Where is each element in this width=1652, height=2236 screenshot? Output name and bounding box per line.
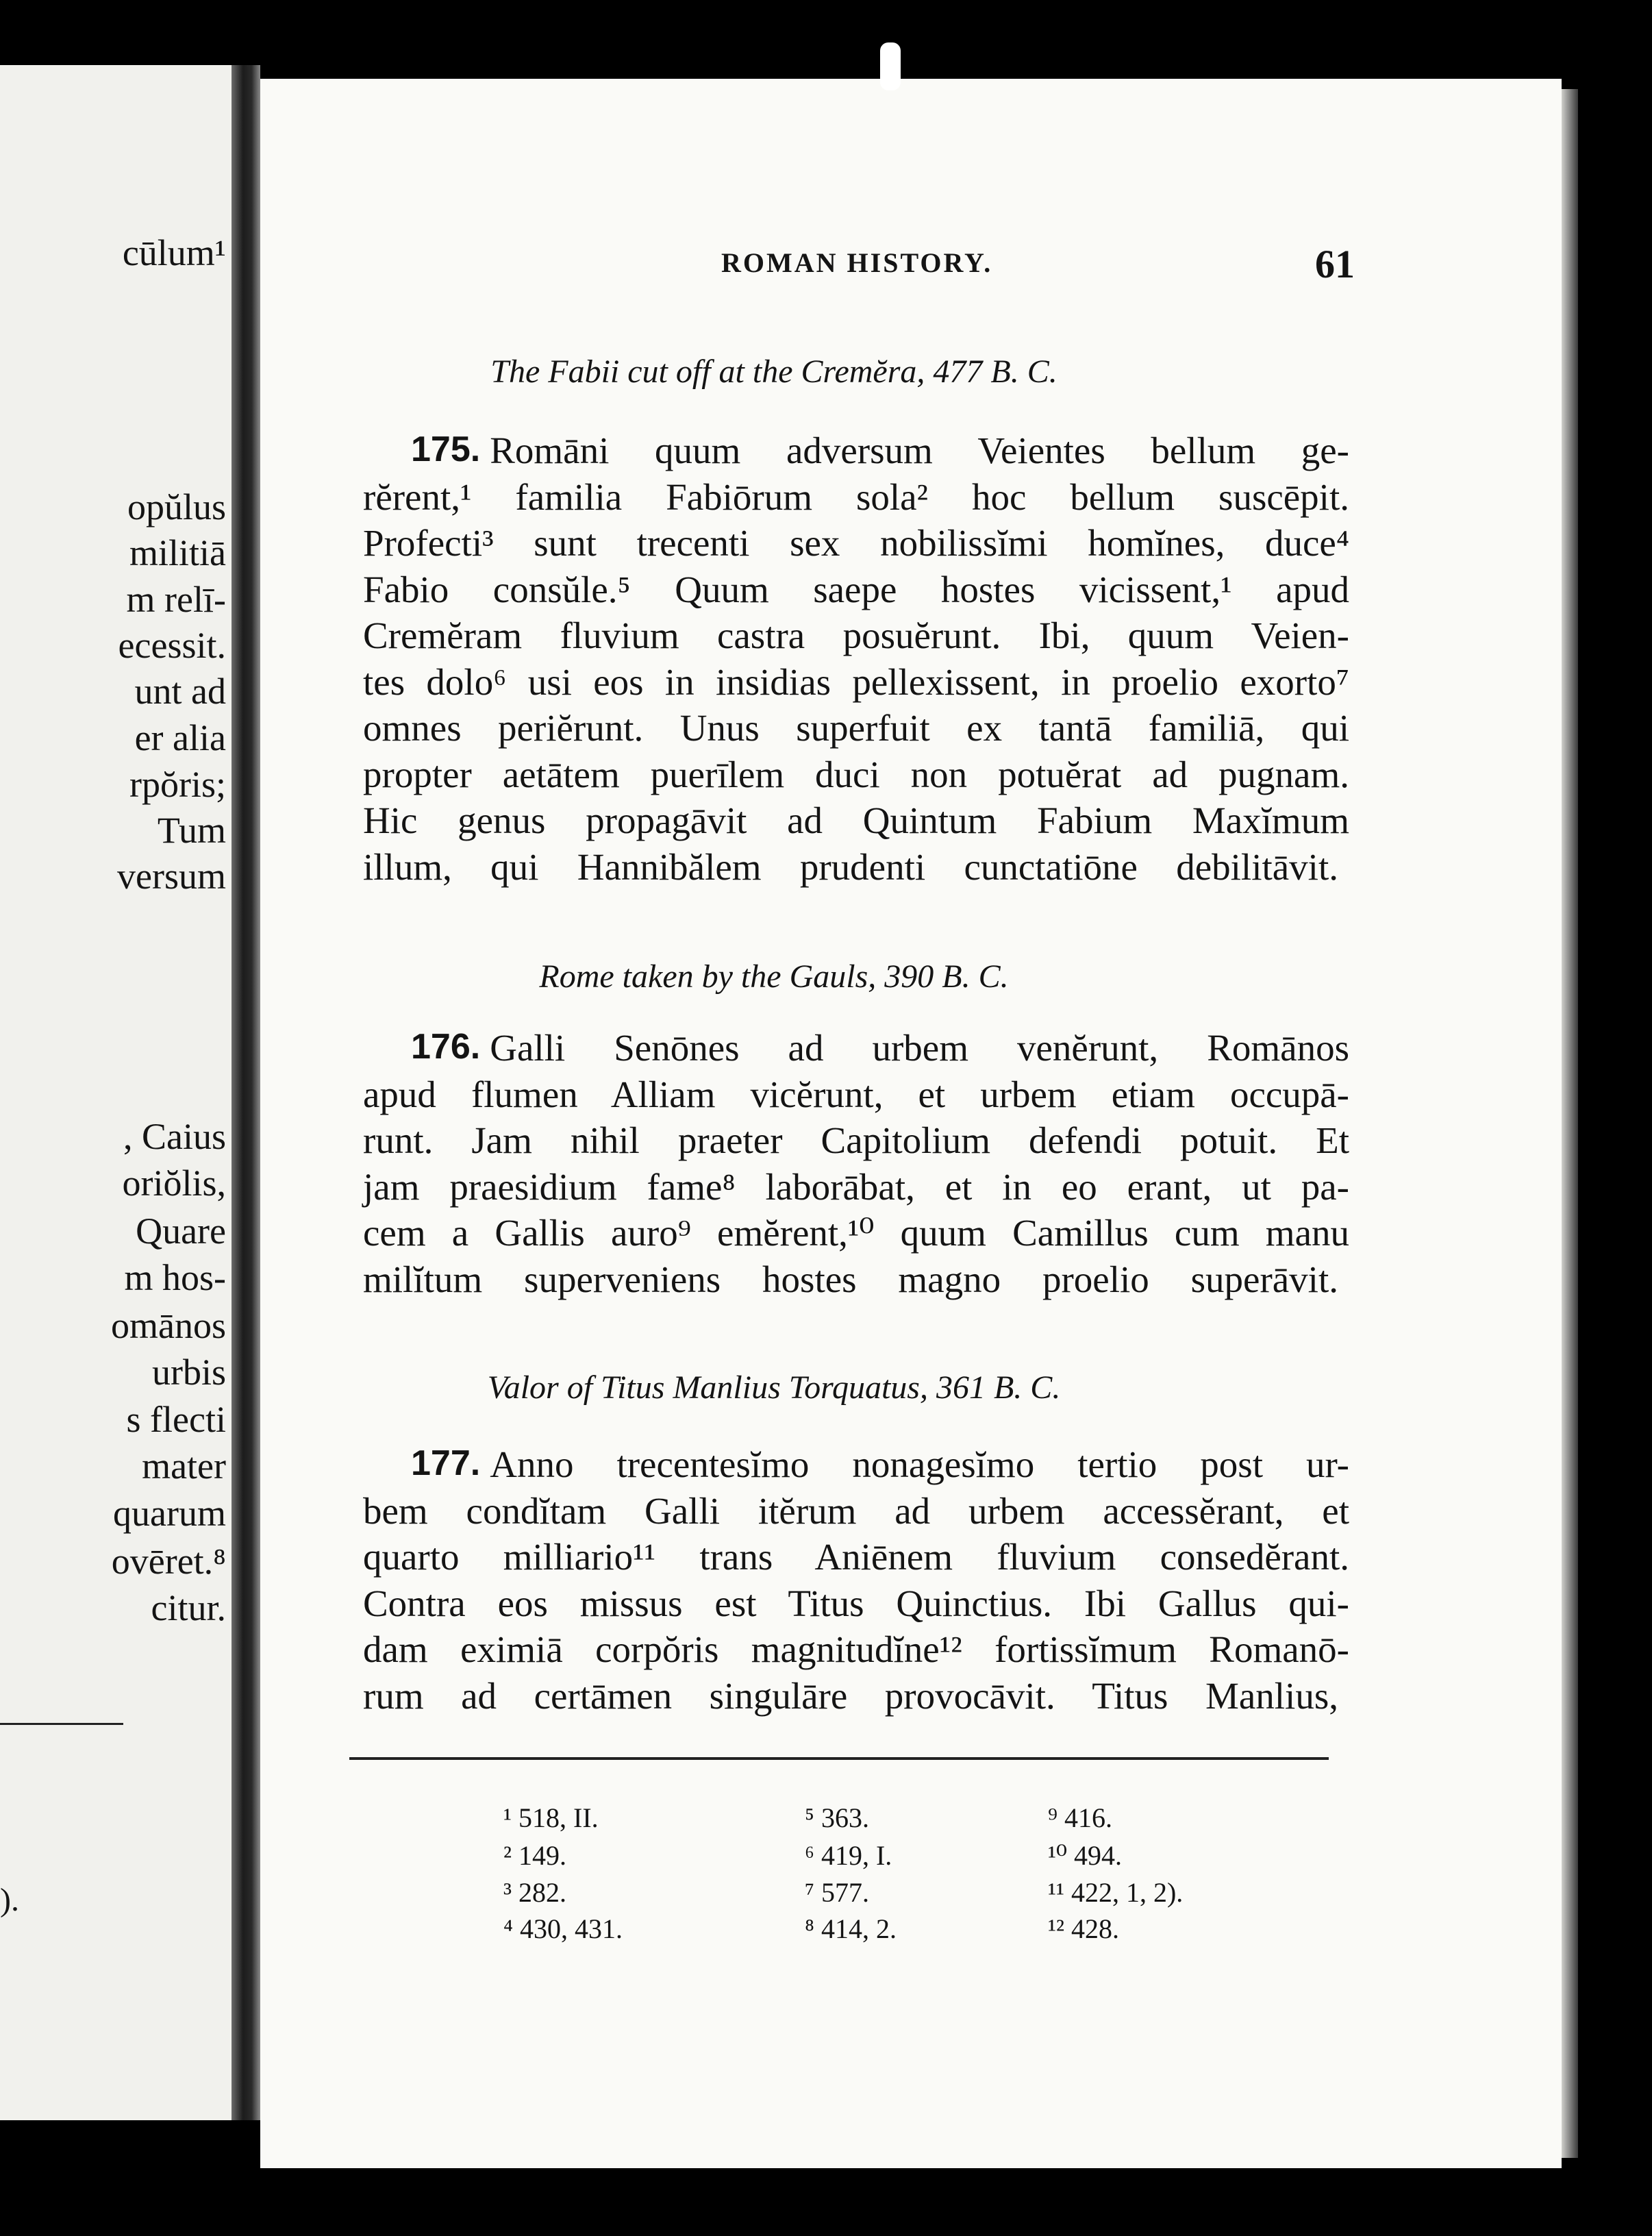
paragraph-line: [363, 1674, 1349, 1717]
paragraph-line: [363, 1489, 1349, 1532]
paragraph-number: 177.: [411, 1443, 481, 1483]
paragraph-line: [411, 1029, 1349, 1067]
line-text: cem a Gallis auro⁹ emĕrent,¹⁰ quum Camillus cum manu: [363, 1212, 1349, 1254]
line-text: apud flumen Alliam vicĕrunt, et urbem etiam occupā-: [363, 1073, 1349, 1115]
facing-page-line: militiā: [129, 532, 226, 573]
line-text: Fabio consŭle.⁵ Quum saepe hostes vicissent,¹ apud: [363, 568, 1349, 610]
line-text: omnes periĕrunt. Unus superfuit ex tantā familiā, qui: [363, 707, 1349, 749]
line-text: Romāni quum adversum Veientes bellum ge-: [490, 430, 1349, 471]
footnote: ³ 282.: [503, 1877, 566, 1908]
facing-page-line: mater: [142, 1445, 226, 1487]
facing-page-line: urbis: [152, 1352, 226, 1393]
paragraph-line: [363, 660, 1349, 703]
line-text: Cremĕram fluvium castra posuĕrunt. Ibi, quum Veien-: [363, 614, 1349, 656]
facing-page-line: versum: [117, 856, 226, 897]
paragraph-line: [363, 568, 1349, 610]
footnote: ⁶ 419, I.: [805, 1840, 892, 1871]
footnote: ¹ 518, II.: [503, 1802, 599, 1833]
facing-page-line: quarum: [113, 1493, 226, 1534]
paragraph-line: [363, 1582, 1349, 1624]
facing-page-line: cūlum¹: [122, 232, 226, 273]
page-number: 61: [1315, 242, 1355, 286]
line-text: rĕrent,¹ familia Fabiōrum sola² hoc bellum suscēpit.: [363, 475, 1349, 518]
facing-page-line: Quare: [136, 1210, 226, 1252]
line-text: Galli Senōnes ad urbem venĕrunt, Romānos: [490, 1027, 1349, 1069]
facing-page-line: m relī-: [126, 579, 226, 620]
section-heading: The Fabii cut off at the Cremĕra, 477 B. C.: [490, 353, 1057, 390]
paragraph-line: [363, 524, 1349, 562]
line-text: rum ad certāmen singulāre provocāvit. Titus Manlius,: [363, 1674, 1338, 1717]
paragraph-line: [363, 709, 1349, 747]
footnote: ² 149.: [503, 1840, 566, 1871]
paragraph-line: [363, 845, 1349, 888]
facing-page-line: s flecti: [126, 1399, 226, 1440]
footnote-rule: [349, 1757, 1329, 1760]
footnote: ⁷ 577.: [805, 1877, 869, 1908]
facing-page-line: ovēret.⁸: [111, 1541, 226, 1582]
facing-page-line: oriŏlis,: [122, 1163, 226, 1204]
facing-page-line: m hos-: [124, 1257, 226, 1298]
section-heading: Valor of Titus Manlius Torquatus, 361 B. C.: [487, 1369, 1061, 1406]
scan-smudge: [880, 42, 901, 90]
line-text: Hic genus propagāvit ad Quintum Fabium Maxĭmum: [363, 799, 1349, 841]
facing-page-line: ecessit.: [118, 625, 226, 666]
line-text: tes dolo⁶ usi eos in insidias pellexissent, in proelio exorto⁷: [363, 660, 1349, 703]
paragraph-line: [363, 1121, 1349, 1159]
footnote: ⁸ 414, 2.: [805, 1913, 897, 1944]
paragraph-number: 175.: [411, 430, 481, 469]
facing-page-rule: [0, 1723, 123, 1725]
line-text: runt. Jam nihil praeter Capitolium defendi potuit. Et: [363, 1119, 1349, 1161]
paragraph-line: [363, 1165, 1349, 1208]
footnote: ¹⁰ 494.: [1048, 1840, 1123, 1871]
facing-page-line: Tum: [157, 810, 226, 851]
line-text: Profecti³ sunt trecenti sex nobilissĭmi homĭnes, duce⁴: [363, 522, 1349, 564]
paragraph-line: [411, 1445, 1349, 1483]
facing-page-line: , Caius: [123, 1116, 226, 1157]
paragraph-line: [363, 614, 1349, 656]
paragraph-line: [363, 1214, 1349, 1252]
footnote: ¹² 428.: [1048, 1913, 1119, 1944]
footnote: ¹¹ 422, 1, 2).: [1048, 1877, 1184, 1908]
page-edge: [1562, 89, 1578, 2158]
paragraph-line: [363, 1073, 1349, 1115]
facing-page-line: unt ad: [134, 671, 226, 712]
paragraph-line: [363, 1260, 1349, 1298]
footnote: ⁴ 430, 431.: [503, 1913, 623, 1944]
line-text: Anno trecentesĭmo nonagesĭmo tertio post ur-: [490, 1443, 1349, 1485]
paragraph-line: [363, 753, 1349, 795]
facing-page-line: citur.: [151, 1587, 226, 1628]
facing-page-line: er alia: [134, 717, 226, 758]
paragraph-line: [411, 432, 1349, 469]
facing-page-line: rpŏris;: [129, 764, 226, 805]
line-text: jam praesidium fame⁸ laborābat, et in eo erant, ut pa-: [363, 1165, 1349, 1208]
section-heading: Rome taken by the Gauls, 390 B. C.: [539, 958, 1009, 995]
facing-page-line: omānos: [111, 1305, 226, 1346]
facing-page-footnote: ).: [0, 1882, 19, 1918]
paragraph-number: 176.: [411, 1027, 481, 1067]
line-text: bem condĭtam Galli itĕrum ad urbem accessĕrant, et: [363, 1489, 1349, 1532]
running-head: ROMAN HISTORY.: [721, 247, 993, 278]
line-text: propter aetātem puerīlem duci non potuĕrat ad pugnam.: [363, 753, 1349, 795]
footnote: ⁹ 416.: [1048, 1802, 1112, 1833]
line-text: dam eximiā corpŏris magnitudĭne¹² fortissĭmum Romanō-: [363, 1628, 1349, 1670]
line-text: milĭtum superveniens hostes magno proelio superāvit.: [363, 1258, 1338, 1300]
line-text: illum, qui Hannibălem prudenti cunctatiōne debilitāvit.: [363, 845, 1338, 888]
paragraph-line: [363, 799, 1349, 841]
paragraph-line: [363, 475, 1349, 518]
line-text: quarto milliario¹¹ trans Aniēnem fluvium consedĕrant.: [363, 1536, 1349, 1578]
line-text: Contra eos missus est Titus Quinctius. Ibi Gallus qui-: [363, 1582, 1349, 1624]
paragraph-line: [363, 1538, 1349, 1576]
paragraph-line: [363, 1630, 1349, 1668]
facing-page-line: opŭlus: [127, 486, 226, 527]
footnote: ⁵ 363.: [805, 1802, 869, 1833]
